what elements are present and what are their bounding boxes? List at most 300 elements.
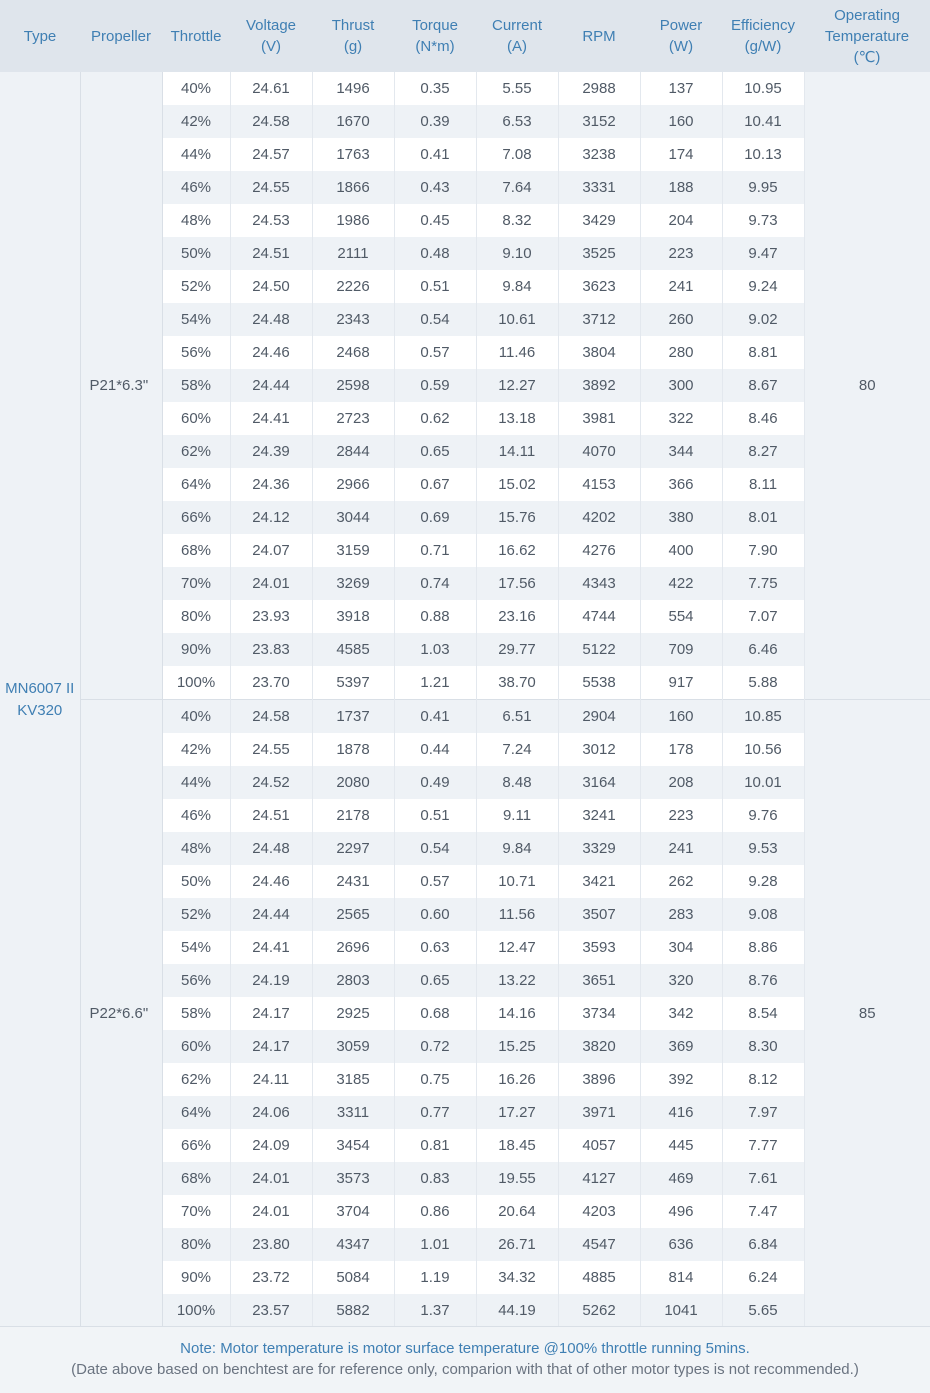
power-cell: 380 [640,501,722,534]
throttle-cell: 66% [162,1129,230,1162]
efficiency-cell: 9.76 [722,799,804,832]
rpm-cell: 4547 [558,1228,640,1261]
thrust-cell: 1986 [312,204,394,237]
thrust-cell: 2844 [312,435,394,468]
rpm-cell: 4070 [558,435,640,468]
power-cell: 304 [640,931,722,964]
voltage-cell: 24.51 [230,799,312,832]
thrust-cell: 2431 [312,865,394,898]
torque-cell: 1.37 [394,1294,476,1327]
rpm-cell: 4276 [558,534,640,567]
torque-cell: 0.83 [394,1162,476,1195]
rpm-cell: 3593 [558,931,640,964]
voltage-cell: 24.44 [230,369,312,402]
efficiency-cell: 6.84 [722,1228,804,1261]
efficiency-cell: 9.24 [722,270,804,303]
torque-cell: 0.57 [394,865,476,898]
efficiency-cell: 8.46 [722,402,804,435]
efficiency-cell: 8.30 [722,1030,804,1063]
thrust-cell: 1763 [312,138,394,171]
power-cell: 241 [640,832,722,865]
thrust-cell: 3059 [312,1030,394,1063]
voltage-cell: 23.57 [230,1294,312,1327]
rpm-cell: 3896 [558,1063,640,1096]
throttle-cell: 100% [162,1294,230,1327]
efficiency-cell: 8.54 [722,997,804,1030]
current-cell: 12.27 [476,369,558,402]
header-torque: Torque (N*m) [394,0,476,72]
header-power: Power (W) [640,0,722,72]
throttle-cell: 90% [162,633,230,666]
throttle-cell: 52% [162,898,230,931]
rpm-cell: 3892 [558,369,640,402]
power-cell: 280 [640,336,722,369]
torque-cell: 0.60 [394,898,476,931]
voltage-cell: 24.57 [230,138,312,171]
efficiency-cell: 8.76 [722,964,804,997]
power-cell: 636 [640,1228,722,1261]
rpm-cell: 3981 [558,402,640,435]
voltage-cell: 24.12 [230,501,312,534]
throttle-cell: 56% [162,964,230,997]
current-cell: 11.56 [476,898,558,931]
efficiency-cell: 10.95 [722,72,804,105]
thrust-cell: 5084 [312,1261,394,1294]
rpm-cell: 3804 [558,336,640,369]
voltage-cell: 24.48 [230,832,312,865]
current-cell: 29.77 [476,633,558,666]
thrust-cell: 3159 [312,534,394,567]
voltage-cell: 24.48 [230,303,312,336]
current-cell: 9.84 [476,270,558,303]
throttle-cell: 60% [162,402,230,435]
throttle-cell: 40% [162,700,230,734]
throttle-cell: 90% [162,1261,230,1294]
thrust-cell: 3454 [312,1129,394,1162]
thrust-cell: 2925 [312,997,394,1030]
voltage-cell: 24.41 [230,402,312,435]
thrust-cell: 4347 [312,1228,394,1261]
efficiency-cell: 10.41 [722,105,804,138]
thrust-cell: 2343 [312,303,394,336]
efficiency-cell: 7.47 [722,1195,804,1228]
torque-cell: 0.39 [394,105,476,138]
thrust-cell: 3573 [312,1162,394,1195]
rpm-cell: 3238 [558,138,640,171]
power-cell: 369 [640,1030,722,1063]
table-row [0,72,930,105]
torque-cell: 0.48 [394,237,476,270]
torque-cell: 0.45 [394,204,476,237]
rpm-cell: 3241 [558,799,640,832]
rpm-cell: 4127 [558,1162,640,1195]
power-cell: 223 [640,799,722,832]
thrust-cell: 1866 [312,171,394,204]
power-cell: 469 [640,1162,722,1195]
voltage-cell: 24.46 [230,865,312,898]
voltage-cell: 24.51 [230,237,312,270]
power-cell: 160 [640,105,722,138]
rpm-cell: 5262 [558,1294,640,1327]
rpm-cell: 4202 [558,501,640,534]
efficiency-cell: 5.65 [722,1294,804,1327]
current-cell: 18.45 [476,1129,558,1162]
current-cell: 14.11 [476,435,558,468]
voltage-cell: 23.93 [230,600,312,633]
voltage-cell: 24.36 [230,468,312,501]
thrust-cell: 1878 [312,733,394,766]
rpm-cell: 4057 [558,1129,640,1162]
propeller-cell: P22*6.6" [80,700,162,1328]
thrust-cell: 3704 [312,1195,394,1228]
rpm-cell: 3734 [558,997,640,1030]
torque-cell: 1.21 [394,666,476,700]
thrust-cell: 2468 [312,336,394,369]
power-cell: 322 [640,402,722,435]
thrust-cell: 2598 [312,369,394,402]
voltage-cell: 24.58 [230,700,312,734]
voltage-cell: 24.06 [230,1096,312,1129]
throttle-cell: 60% [162,1030,230,1063]
note-temperature: Note: Motor temperature is motor surface temperature @100% throttle running 5mins. [180,1340,750,1357]
power-cell: 496 [640,1195,722,1228]
power-cell: 223 [640,237,722,270]
voltage-cell: 24.55 [230,733,312,766]
throttle-cell: 44% [162,138,230,171]
throttle-cell: 62% [162,1063,230,1096]
power-cell: 204 [640,204,722,237]
throttle-cell: 46% [162,799,230,832]
voltage-cell: 23.72 [230,1261,312,1294]
rpm-cell: 3651 [558,964,640,997]
throttle-cell: 46% [162,171,230,204]
power-cell: 342 [640,997,722,1030]
efficiency-cell: 8.11 [722,468,804,501]
current-cell: 8.32 [476,204,558,237]
torque-cell: 0.71 [394,534,476,567]
thrust-cell: 3918 [312,600,394,633]
torque-cell: 0.88 [394,600,476,633]
current-cell: 13.18 [476,402,558,435]
rpm-cell: 4343 [558,567,640,600]
torque-cell: 1.19 [394,1261,476,1294]
thrust-cell: 1496 [312,72,394,105]
efficiency-cell: 9.95 [722,171,804,204]
efficiency-cell: 7.77 [722,1129,804,1162]
thrust-cell: 3269 [312,567,394,600]
voltage-cell: 24.44 [230,898,312,931]
torque-cell: 0.68 [394,997,476,1030]
current-cell: 17.27 [476,1096,558,1129]
efficiency-cell: 10.85 [722,700,804,734]
rpm-cell: 2904 [558,700,640,734]
throttle-cell: 42% [162,105,230,138]
current-cell: 16.62 [476,534,558,567]
throttle-cell: 80% [162,1228,230,1261]
efficiency-cell: 9.73 [722,204,804,237]
header-thrust: Thrust (g) [312,0,394,72]
thrust-cell: 3044 [312,501,394,534]
power-cell: 392 [640,1063,722,1096]
torque-cell: 0.69 [394,501,476,534]
throttle-cell: 100% [162,666,230,700]
throttle-cell: 58% [162,369,230,402]
rpm-cell: 4153 [558,468,640,501]
throttle-cell: 44% [162,766,230,799]
thrust-cell: 2178 [312,799,394,832]
thrust-cell: 2080 [312,766,394,799]
rpm-cell: 4885 [558,1261,640,1294]
current-cell: 26.71 [476,1228,558,1261]
current-cell: 15.76 [476,501,558,534]
throttle-cell: 52% [162,270,230,303]
torque-cell: 0.65 [394,435,476,468]
efficiency-cell: 9.02 [722,303,804,336]
current-cell: 7.08 [476,138,558,171]
throttle-cell: 50% [162,237,230,270]
torque-cell: 0.77 [394,1096,476,1129]
power-cell: 344 [640,435,722,468]
torque-cell: 1.03 [394,633,476,666]
thrust-cell: 2226 [312,270,394,303]
voltage-cell: 24.50 [230,270,312,303]
power-cell: 814 [640,1261,722,1294]
power-cell: 709 [640,633,722,666]
voltage-cell: 23.80 [230,1228,312,1261]
voltage-cell: 24.55 [230,171,312,204]
header-temperature: Operating Temperature (℃) [804,0,930,72]
torque-cell: 0.41 [394,700,476,734]
torque-cell: 0.67 [394,468,476,501]
rpm-cell: 5538 [558,666,640,700]
voltage-cell: 24.52 [230,766,312,799]
throttle-cell: 54% [162,303,230,336]
rpm-cell: 3012 [558,733,640,766]
power-cell: 260 [640,303,722,336]
efficiency-cell: 10.13 [722,138,804,171]
current-cell: 9.84 [476,832,558,865]
current-cell: 15.25 [476,1030,558,1063]
voltage-cell: 24.17 [230,1030,312,1063]
throttle-cell: 54% [162,931,230,964]
current-cell: 10.61 [476,303,558,336]
power-cell: 917 [640,666,722,700]
voltage-cell: 24.46 [230,336,312,369]
rpm-cell: 3507 [558,898,640,931]
throttle-cell: 48% [162,832,230,865]
power-cell: 188 [640,171,722,204]
throttle-cell: 50% [162,865,230,898]
power-cell: 422 [640,567,722,600]
torque-cell: 0.51 [394,270,476,303]
rpm-cell: 3525 [558,237,640,270]
temperature-cell: 80 [804,72,930,700]
voltage-cell: 23.83 [230,633,312,666]
torque-cell: 0.54 [394,832,476,865]
voltage-cell: 24.53 [230,204,312,237]
note-disclaimer: (Date above based on benchtest are for reference only, comparion with that of other motor types is not recommended.) [71,1361,859,1378]
torque-cell: 0.65 [394,964,476,997]
efficiency-cell: 9.47 [722,237,804,270]
current-cell: 19.55 [476,1162,558,1195]
table-header-row [0,0,930,72]
efficiency-cell: 9.08 [722,898,804,931]
thrust-cell: 2565 [312,898,394,931]
efficiency-cell: 10.56 [722,733,804,766]
current-cell: 7.64 [476,171,558,204]
current-cell: 17.56 [476,567,558,600]
torque-cell: 0.43 [394,171,476,204]
notes-footer [0,1326,930,1393]
voltage-cell: 24.17 [230,997,312,1030]
thrust-cell: 1737 [312,700,394,734]
voltage-cell: 24.11 [230,1063,312,1096]
torque-cell: 0.59 [394,369,476,402]
header-voltage: Voltage (V) [230,0,312,72]
thrust-cell: 1670 [312,105,394,138]
throttle-cell: 66% [162,501,230,534]
power-cell: 400 [640,534,722,567]
throttle-cell: 48% [162,204,230,237]
current-cell: 13.22 [476,964,558,997]
rpm-cell: 3152 [558,105,640,138]
efficiency-cell: 9.53 [722,832,804,865]
efficiency-cell: 8.86 [722,931,804,964]
efficiency-cell: 7.07 [722,600,804,633]
torque-cell: 0.35 [394,72,476,105]
efficiency-cell: 10.01 [722,766,804,799]
power-cell: 283 [640,898,722,931]
thrust-cell: 2966 [312,468,394,501]
throttle-cell: 64% [162,1096,230,1129]
power-cell: 554 [640,600,722,633]
rpm-cell: 4744 [558,600,640,633]
table-row [0,700,930,734]
power-cell: 160 [640,700,722,734]
header-efficiency: Efficiency (g/W) [722,0,804,72]
voltage-cell: 24.01 [230,567,312,600]
throttle-cell: 42% [162,733,230,766]
current-cell: 23.16 [476,600,558,633]
header-throttle: Throttle [162,0,230,72]
torque-cell: 0.86 [394,1195,476,1228]
current-cell: 14.16 [476,997,558,1030]
power-cell: 262 [640,865,722,898]
thrust-cell: 2696 [312,931,394,964]
voltage-cell: 24.01 [230,1162,312,1195]
throttle-cell: 40% [162,72,230,105]
rpm-cell: 3712 [558,303,640,336]
throttle-cell: 58% [162,997,230,1030]
rpm-cell: 3971 [558,1096,640,1129]
current-cell: 16.26 [476,1063,558,1096]
current-cell: 9.10 [476,237,558,270]
thrust-cell: 2111 [312,237,394,270]
throttle-cell: 64% [162,468,230,501]
thrust-cell: 3185 [312,1063,394,1096]
efficiency-cell: 8.27 [722,435,804,468]
efficiency-cell: 6.46 [722,633,804,666]
efficiency-cell: 7.75 [722,567,804,600]
torque-cell: 0.72 [394,1030,476,1063]
header-propeller: Propeller [80,0,162,72]
throttle-cell: 68% [162,534,230,567]
throttle-cell: 70% [162,567,230,600]
current-cell: 10.71 [476,865,558,898]
rpm-cell: 3429 [558,204,640,237]
current-cell: 6.51 [476,700,558,734]
rpm-cell: 4203 [558,1195,640,1228]
header-type: Type [0,0,80,72]
header-rpm: RPM [558,0,640,72]
efficiency-cell: 8.67 [722,369,804,402]
thrust-cell: 3311 [312,1096,394,1129]
throttle-cell: 68% [162,1162,230,1195]
voltage-cell: 24.39 [230,435,312,468]
torque-cell: 0.44 [394,733,476,766]
voltage-cell: 24.01 [230,1195,312,1228]
power-cell: 241 [640,270,722,303]
thrust-cell: 4585 [312,633,394,666]
torque-cell: 0.57 [394,336,476,369]
throttle-cell: 56% [162,336,230,369]
efficiency-cell: 7.90 [722,534,804,567]
current-cell: 9.11 [476,799,558,832]
power-cell: 208 [640,766,722,799]
thrust-cell: 2297 [312,832,394,865]
voltage-cell: 24.09 [230,1129,312,1162]
voltage-cell: 23.70 [230,666,312,700]
voltage-cell: 24.41 [230,931,312,964]
rpm-cell: 5122 [558,633,640,666]
current-cell: 8.48 [476,766,558,799]
thrust-cell: 2723 [312,402,394,435]
torque-cell: 0.49 [394,766,476,799]
power-cell: 178 [640,733,722,766]
power-cell: 416 [640,1096,722,1129]
voltage-cell: 24.58 [230,105,312,138]
torque-cell: 0.62 [394,402,476,435]
propeller-cell: P21*6.3" [80,72,162,700]
rpm-cell: 3623 [558,270,640,303]
current-cell: 38.70 [476,666,558,700]
current-cell: 12.47 [476,931,558,964]
rpm-cell: 3329 [558,832,640,865]
temperature-cell: 85 [804,700,930,1328]
power-cell: 366 [640,468,722,501]
efficiency-cell: 9.28 [722,865,804,898]
rpm-cell: 3164 [558,766,640,799]
voltage-cell: 24.61 [230,72,312,105]
power-cell: 445 [640,1129,722,1162]
voltage-cell: 24.19 [230,964,312,997]
throttle-cell: 70% [162,1195,230,1228]
header-current: Current (A) [476,0,558,72]
thrust-cell: 5882 [312,1294,394,1327]
efficiency-cell: 6.24 [722,1261,804,1294]
torque-cell: 0.81 [394,1129,476,1162]
current-cell: 7.24 [476,733,558,766]
current-cell: 5.55 [476,72,558,105]
efficiency-cell: 7.61 [722,1162,804,1195]
current-cell: 6.53 [476,105,558,138]
table-body [0,72,930,1327]
torque-cell: 0.41 [394,138,476,171]
torque-cell: 0.74 [394,567,476,600]
rpm-cell: 2988 [558,72,640,105]
torque-cell: 0.75 [394,1063,476,1096]
power-cell: 300 [640,369,722,402]
